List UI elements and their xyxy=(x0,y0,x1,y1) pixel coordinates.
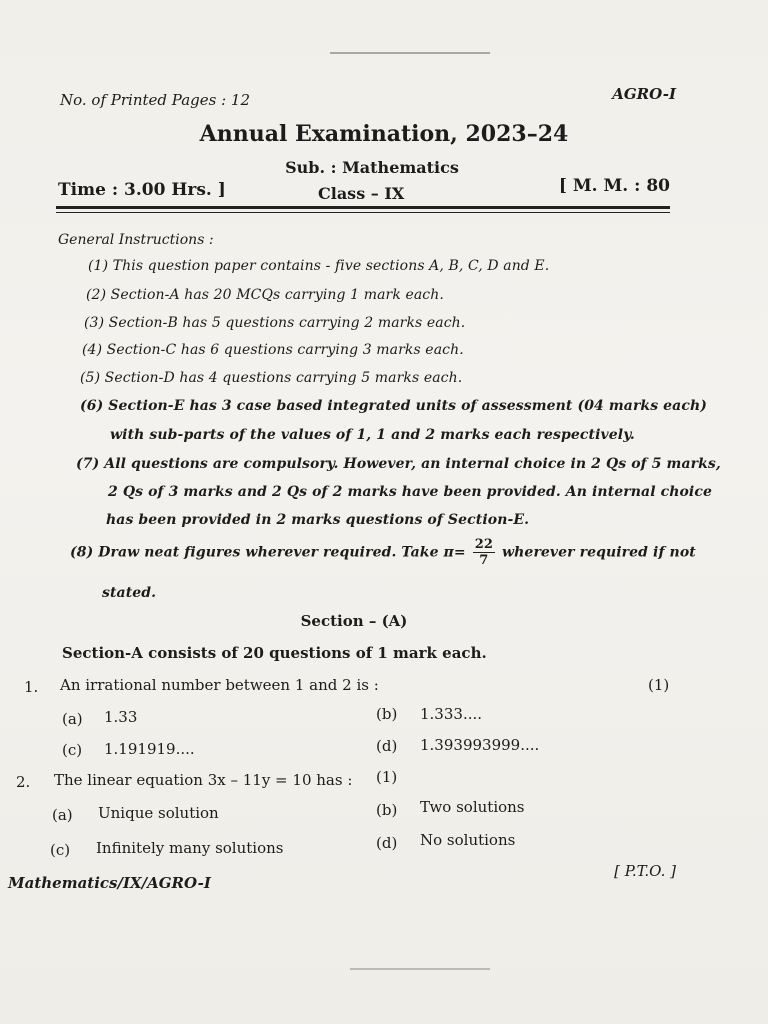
question-marks: (1) xyxy=(648,676,670,694)
time-allowed: Time : 3.00 Hrs. ] xyxy=(58,180,226,200)
footer-code: Mathematics/IX/AGRO-I xyxy=(8,874,211,892)
printed-pages: No. of Printed Pages : 12 xyxy=(60,91,250,109)
instruction-item-cont: stated. xyxy=(102,585,157,601)
instructions-heading: General Instructions : xyxy=(58,232,214,248)
option-label: (d) xyxy=(376,834,398,852)
question-text: The linear equation 3x – 11y = 10 has : xyxy=(54,771,353,789)
instruction-item: (6) Section-E has 3 case based integrated units of assessment (04 marks each) xyxy=(80,398,707,414)
option-text: 1.191919.... xyxy=(104,740,195,758)
question-marks: (1) xyxy=(376,768,398,786)
option-text: Two solutions xyxy=(420,798,525,816)
fraction-numerator: 22 xyxy=(474,537,494,552)
fraction-denominator: 7 xyxy=(479,553,489,568)
instruction-item: (2) Section-A has 20 MCQs carrying 1 mark each. xyxy=(86,287,444,303)
instruction-item-cont: with sub-parts of the values of 1, 1 and 2 marks each respectively. xyxy=(110,427,635,443)
instruction-item: (4) Section-C has 6 questions carrying 3 marks each. xyxy=(82,342,464,358)
header-divider xyxy=(56,206,670,209)
option-label: (c) xyxy=(50,841,71,859)
question-number: 2. xyxy=(16,773,31,791)
instruction-item-cont: has been provided in 2 marks questions of Section-E. xyxy=(106,512,530,528)
option-label: (c) xyxy=(62,741,83,759)
question-number: 1. xyxy=(24,678,39,696)
pi-fraction xyxy=(473,537,495,568)
option-label: (b) xyxy=(376,705,398,723)
exam-title: Annual Examination, 2023–24 xyxy=(199,121,569,147)
class-label: Class – IX xyxy=(318,184,405,203)
option-text: No solutions xyxy=(420,831,516,849)
instruction-item-cont: 2 Qs of 3 marks and 2 Qs of 2 marks have been provided. An internal choice xyxy=(108,484,712,500)
section-note: Section-A consists of 20 questions of 1 mark each. xyxy=(62,644,487,662)
page-edge-mark xyxy=(330,52,490,54)
section-heading: Section – (A) xyxy=(300,612,408,630)
option-text: Unique solution xyxy=(98,804,219,822)
instruction-item: (3) Section-B has 5 questions carrying 2 marks each. xyxy=(84,315,466,331)
instruction-8-end: wherever required if not xyxy=(502,544,696,561)
instruction-item: (1) This question paper contains - five sections A, B, C, D and E. xyxy=(88,258,550,274)
instruction-item: (5) Section-D has 4 questions carrying 5 marks each. xyxy=(80,370,463,386)
pto-label: [ P.T.O. ] xyxy=(614,862,676,880)
option-text: 1.33 xyxy=(104,708,138,726)
option-text: 1.393993999.... xyxy=(420,736,540,754)
option-label: (a) xyxy=(52,806,73,824)
question-text: An irrational number between 1 and 2 is : xyxy=(60,676,379,694)
option-text: Infinitely many solutions xyxy=(96,839,284,857)
instruction-item: (7) All questions are compulsory. However, an internal choice in 2 Qs of 5 marks, xyxy=(76,456,721,472)
header-divider-thin xyxy=(56,212,670,213)
subject: Sub. : Mathematics xyxy=(285,158,459,177)
option-label: (a) xyxy=(62,710,83,728)
paper-code: AGRO-I xyxy=(612,85,676,103)
page-edge-mark xyxy=(350,968,490,970)
instruction-item xyxy=(70,537,696,568)
option-label: (d) xyxy=(376,737,398,755)
option-text: 1.333.... xyxy=(420,705,483,723)
instruction-8-start: (8) Draw neat figures wherever required. Take π= xyxy=(70,544,466,561)
max-marks: [ M. M. : 80 xyxy=(558,176,670,196)
option-label: (b) xyxy=(376,801,398,819)
